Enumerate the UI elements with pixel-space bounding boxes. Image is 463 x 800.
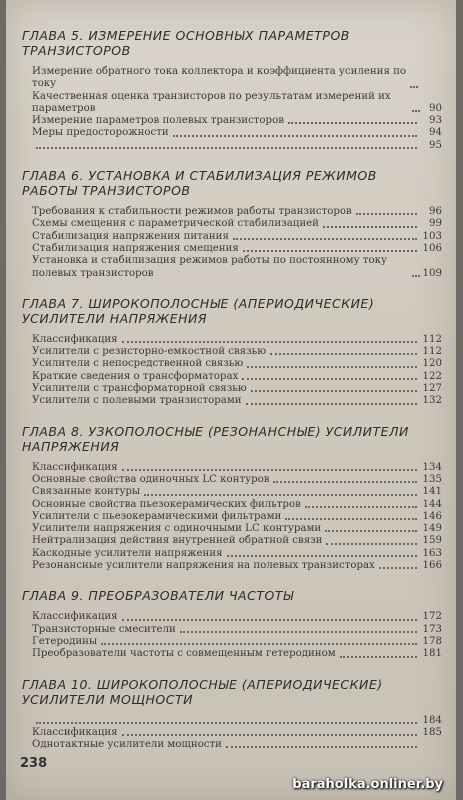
chapter-title: ГЛАВА 8. УЗКОПОЛОСНЫЕ (РЕЗОНАНСНЫЕ) УСИЛИТЕЛИ НАПРЯЖЕНИЯ bbox=[22, 423, 409, 454]
chapter-8 bbox=[22, 424, 442, 573]
toc-entry: Основные свойства пьезокерамических фильтров 144 bbox=[32, 498, 442, 510]
toc-entry: Стабилизация напряжения смещения 106 bbox=[32, 242, 442, 254]
toc-entry: Измерение параметров полевых транзисторов 93 bbox=[32, 115, 442, 127]
toc-entry: Стабилизация напряжения питания 103 bbox=[32, 230, 442, 242]
toc-entry: 95 bbox=[22, 140, 442, 152]
watermark: baraholka.onliner.by bbox=[292, 777, 443, 792]
table-of-contents bbox=[22, 28, 442, 767]
chapter-title: ГЛАВА 9. ПРЕОБРАЗОВАТЕЛИ ЧАСТОТЫ bbox=[22, 588, 294, 604]
toc-entry: Каскодные усилители напряжения 163 bbox=[32, 547, 442, 559]
toc-entry: Усилители с полевыми транзисторами 132 bbox=[32, 395, 442, 407]
toc-entry: Классификация 134 bbox=[32, 461, 442, 473]
toc-entry: 184 bbox=[22, 715, 442, 727]
chapter-6 bbox=[22, 168, 442, 280]
toc-entry: Резонансные усилители напряжения на полевых транзисторах 166 bbox=[32, 560, 442, 572]
toc-entry: Требования к стабильности режимов работы транзисторов 96 bbox=[32, 206, 442, 218]
toc-entry: Измерение обратного тока коллектора и коэффициента усиления по току bbox=[22, 66, 442, 91]
toc-entry: Усилители с резисторно-емкостной связью 112 bbox=[32, 346, 442, 358]
toc-entry: Качественная оценка транзисторов по результатам измерений их параметров 90 bbox=[32, 90, 442, 114]
toc-entry: Основные свойства одиночных LC контуров 135 bbox=[32, 473, 442, 485]
chapter-7 bbox=[22, 296, 442, 408]
chapter-10 bbox=[22, 677, 442, 752]
chapter-9 bbox=[22, 588, 442, 660]
toc-entry: Преобразователи частоты с совмещенным гетеродином 181 bbox=[32, 648, 442, 660]
toc-entry: Краткие сведения о трансформаторах 122 bbox=[32, 370, 442, 382]
toc-entry: Усилители с непосредственной связью 120 bbox=[32, 358, 442, 370]
toc-entry: Усилители напряжения с одиночными LC контурами 149 bbox=[32, 523, 442, 535]
toc-entry: Гетеродины 178 bbox=[32, 635, 442, 647]
toc-entry: Транзисторные смесители 173 bbox=[32, 623, 442, 635]
chapter-5 bbox=[22, 28, 442, 152]
toc-entry: Схемы смещения с параметрической стабилизацией 99 bbox=[32, 218, 442, 230]
toc-entry: Усилители с трансформаторной связью 127 bbox=[32, 383, 442, 395]
toc-entry: Классификация 112 bbox=[32, 333, 442, 345]
toc-entry: Нейтрализация действия внутренней обратной связи 159 bbox=[32, 535, 442, 547]
toc-entry: Связанные контуры 141 bbox=[32, 486, 442, 498]
chapter-title: ГЛАВА 10. ШИРОКОПОЛОСНЫЕ (АПЕРИОДИЧЕСКИЕ) УСИЛИТЕЛИ МОЩНОСТИ bbox=[22, 676, 383, 707]
book-page bbox=[6, 0, 456, 800]
toc-entry: Классификация 172 bbox=[32, 611, 442, 623]
page-number: 238 bbox=[20, 756, 48, 771]
toc-entry: Классификация 185 bbox=[32, 726, 442, 738]
chapter-title: ГЛАВА 6. УСТАНОВКА И СТАБИЛИЗАЦИЯ РЕЖИМОВ РАБОТЫ ТРАНЗИСТОРОВ bbox=[22, 168, 377, 199]
chapter-title: ГЛАВА 7. ШИРОКОПОЛОСНЫЕ (АПЕРИОДИЧЕСКИЕ) УСИЛИТЕЛИ НАПРЯЖЕНИЯ bbox=[22, 295, 375, 326]
toc-entry: Меры предосторожности 94 bbox=[32, 127, 442, 139]
toc-entry: Установка и стабилизация режимов работы по постоянному току полевых транзисторов 109 bbox=[32, 255, 442, 279]
toc-entry: Усилители с пьезокерамическими фильтрами 146 bbox=[32, 510, 442, 522]
toc-entry: Однотактные усилители мощности bbox=[22, 739, 442, 751]
chapter-title: ГЛАВА 5. ИЗМЕРЕНИЕ ОСНОВНЫХ ПАРАМЕТРОВ ТРАНЗИСТОРОВ bbox=[22, 28, 350, 58]
